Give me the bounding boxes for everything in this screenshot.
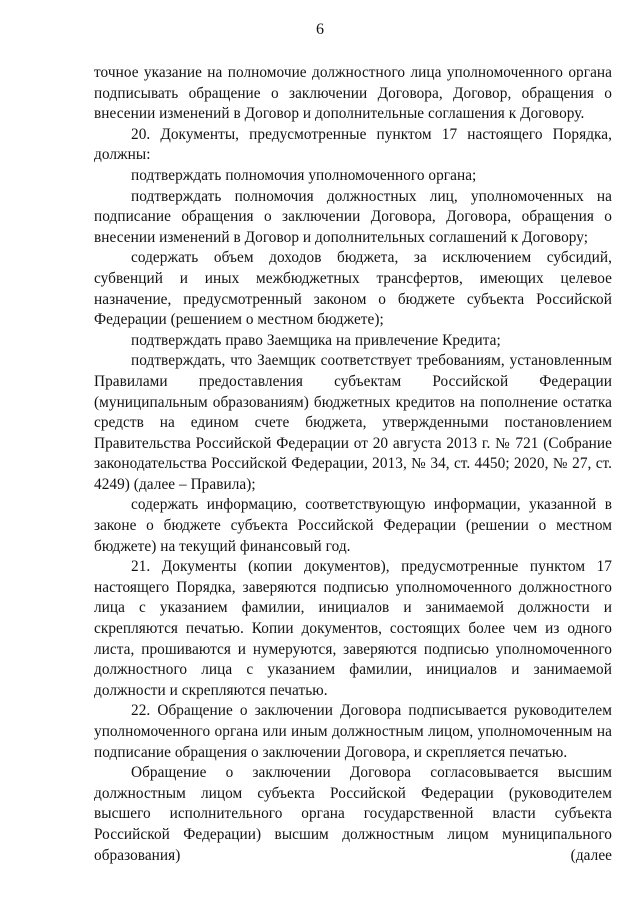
document-body — [94, 63, 612, 866]
paragraph-item-22-approval: Обращение о заключении Договора согласовывается высшим должностным лицом субъекта Российской Федерации (руководителем высшего исполнительного органа государственной власти субъекта Российской Федерации) высшим должностным лицом муниципального образования) (далее — [94, 764, 612, 864]
page-number: 6 — [316, 21, 324, 38]
paragraph-item-20-information: содержать информацию, соответствующую информации, указанной в законе о бюджете субъекта Российской Федерации (решении о местном бюджете) на текущий финансовый год. — [94, 496, 612, 555]
paragraph-item-22: 22. Обращение о заключении Договора подписывается руководителем уполномоченного органа или иным должностным лицом, уполномоченным на подписание обращения о заключении Договора, и скрепляется печатью. — [94, 702, 612, 761]
paragraph-item-20-borrower-right: подтверждать право Заемщика на привлечение Кредита; — [131, 331, 501, 349]
paragraph-item-20: 20. Документы, предусмотренные пунктом 17 настоящего Порядка, должны: — [94, 125, 612, 164]
paragraph-item-20-authority: подтверждать полномочия уполномоченного органа; — [131, 166, 477, 184]
paragraph-item-21: 21. Документы (копии документов), предусмотренные пунктом 17 настоящего Порядка, заверяются подписью уполномоченного должностного лица с указанием фамилии, инициалов и занимаемой должности и скрепляются печатью. Копии документов, состоящих более чем из одного листа, прошиваются и нумеруются, заверяются подписью уполномоченного должностного лица с указанием фамилии, инициалов и занимаемой должности и скрепляются печатью. — [94, 558, 612, 699]
paragraph-item-20-requirements: подтверждать, что Заемщик соответствует требованиям, установленным Правилами предоставления субъектам Российской Федерации (муниципальным образованиям) бюджетных кредитов на пополнение остатка средств на едином счете бюджета, утвержденными постановлением Правительства Российской Федерации от 20 августа 2013 г. № 721 (Собрание законодательства Российской Федерации, 2013, № 34, ст. 4450; 2020, № 27, ст. 4249) (далее – Правила); — [94, 352, 612, 493]
paragraph-item-20-revenue: содержать объем доходов бюджета, за исключением субсидий, субвенций и иных межбюджетных трансфертов, имеющих целевое назначение, предусмотренный законом о бюджете субъекта Российской Федерации (решением о местном бюджете); — [94, 249, 612, 329]
paragraph-intro-continuation: точное указание на полномочие должностного лица уполномоченного органа подписывать обращение о заключении Договора, Договор, обращения о внесении изменений в Договор и дополнительные соглашения к Договору. — [94, 64, 612, 123]
paragraph-item-20-officials: подтверждать полномочия должностных лиц, уполномоченных на подписание обращения о заключении Договора, Договора, обращения о внесении изменений в Договор и дополнительных соглашений к Договору; — [94, 187, 612, 246]
